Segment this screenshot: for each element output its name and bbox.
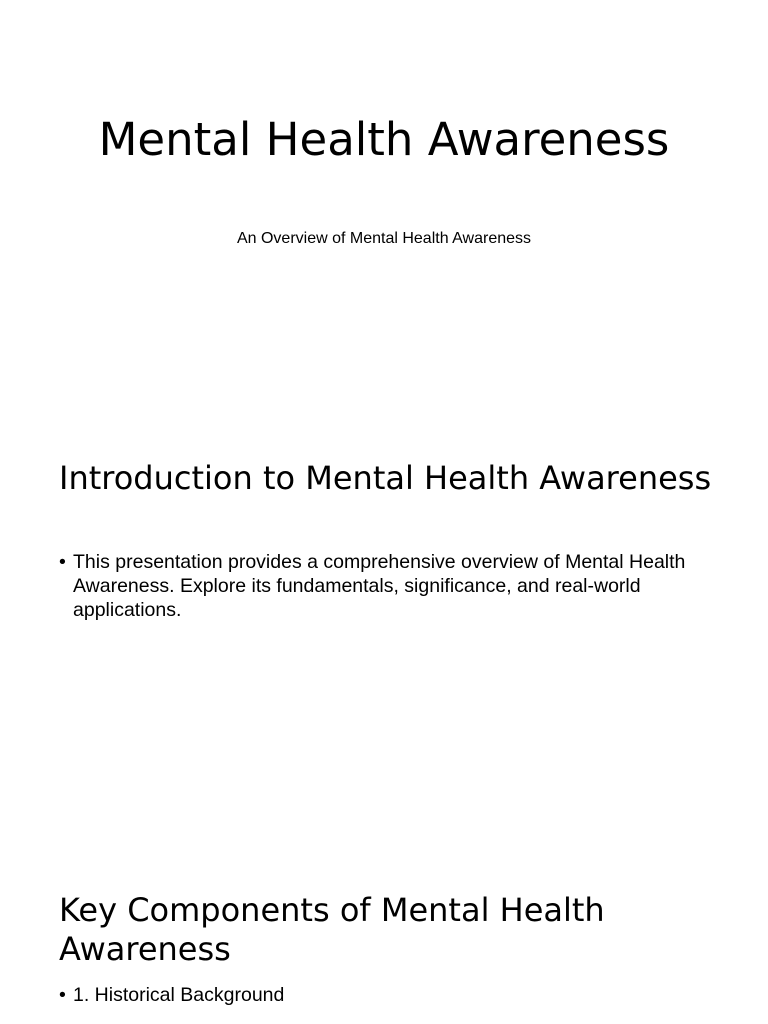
slide-heading: Introduction to Mental Health Awareness (59, 459, 712, 497)
bullet-icon: • (59, 984, 66, 1006)
bullet-text: 1. Historical Background (73, 984, 285, 1006)
bullet-icon: • (59, 551, 66, 573)
key-components-slide (0, 864, 768, 1024)
introduction-slide (0, 432, 768, 864)
presentation-subtitle: An Overview of Mental Health Awareness (236, 230, 532, 247)
bullet-list (59, 550, 689, 622)
presentation-title: Mental Health Awareness (98, 113, 670, 166)
bullet-item (59, 550, 689, 622)
bullet-text: This presentation provides a comprehensive overview of Mental Health Awareness. Explore its fundamentals, significance, and real-world applications. (73, 551, 686, 621)
bullet-item (59, 983, 689, 1007)
title-slide (0, 0, 768, 432)
bullet-list (59, 983, 689, 1007)
slide-heading: Key Components of Mental Health Awareness (59, 891, 605, 968)
